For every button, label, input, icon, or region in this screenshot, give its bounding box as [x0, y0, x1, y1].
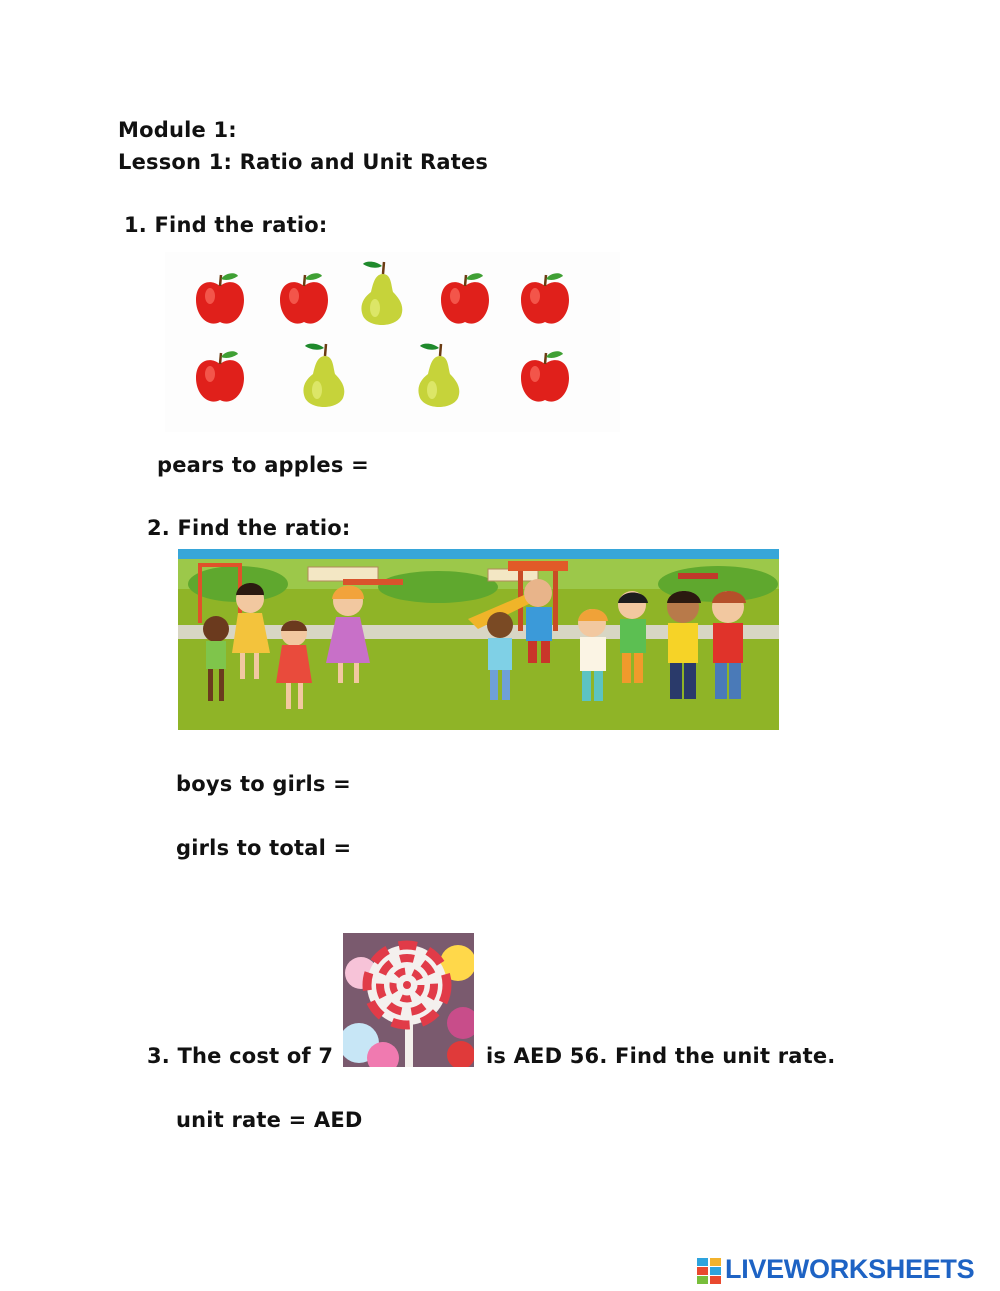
- pear-icon: [351, 260, 411, 330]
- apple-icon: [515, 348, 575, 410]
- question-3-prompt-end: is AED 56. Find the unit rate.: [486, 1044, 836, 1068]
- lollipop-candy-image: [343, 933, 474, 1067]
- module-title: Module 1:: [118, 118, 237, 142]
- park-children-image: [178, 549, 779, 730]
- fruit-image: [165, 252, 620, 432]
- pear-icon: [408, 342, 468, 412]
- question-3-prompt-start: 3. The cost of 7: [147, 1044, 334, 1068]
- logo-text: LIVEWORKSHEETS: [725, 1254, 975, 1284]
- question-2-answer-label-girls-to-total: girls to total =: [176, 836, 352, 860]
- liveworksheets-logo: [697, 1256, 993, 1286]
- apple-icon: [515, 270, 575, 332]
- question-1-answer-label: pears to apples =: [157, 453, 369, 477]
- question-1-prompt: 1. Find the ratio:: [124, 213, 328, 237]
- apple-icon: [190, 270, 250, 332]
- pear-icon: [293, 342, 353, 412]
- logo-blocks-icon: [697, 1258, 721, 1284]
- question-2-answer-label-boys-to-girls: boys to girls =: [176, 772, 351, 796]
- question-3-answer-label: unit rate = AED: [176, 1108, 363, 1132]
- lesson-title: Lesson 1: Ratio and Unit Rates: [118, 150, 489, 174]
- question-2-prompt: 2. Find the ratio:: [147, 516, 351, 540]
- apple-icon: [274, 270, 334, 332]
- apple-icon: [190, 348, 250, 410]
- apple-icon: [435, 270, 495, 332]
